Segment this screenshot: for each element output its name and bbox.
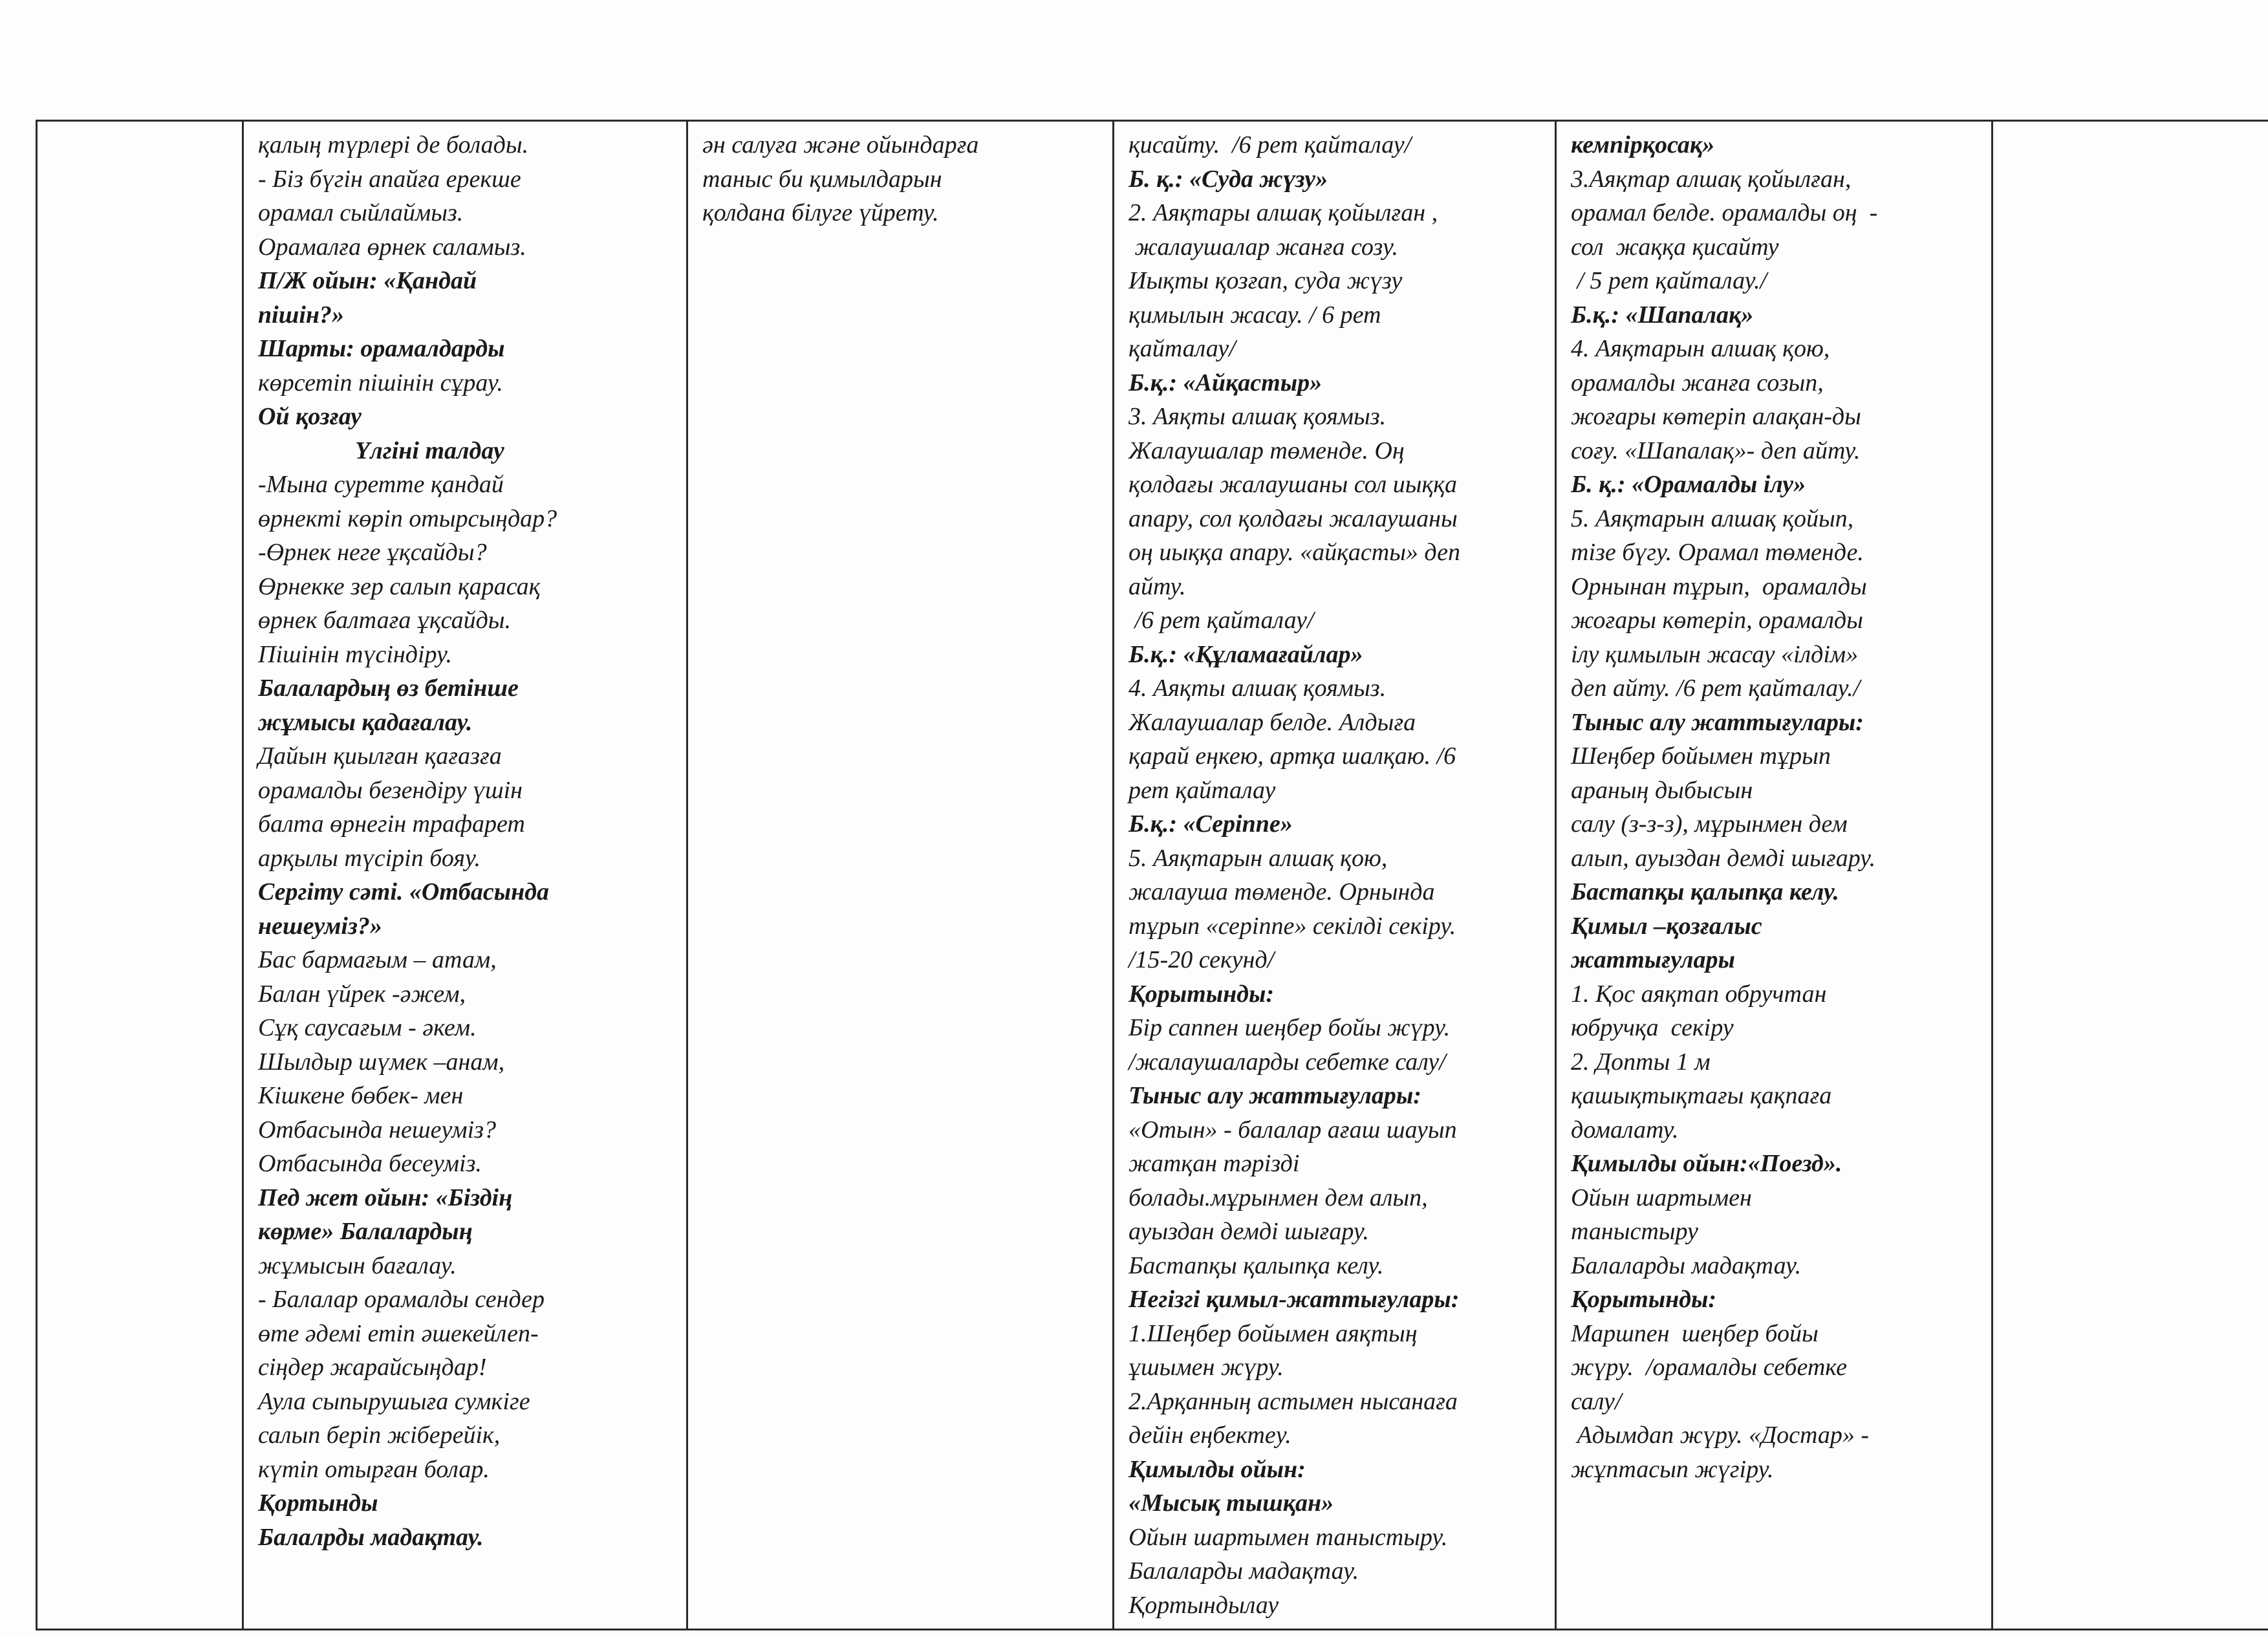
text-line: Қортынды (258, 1489, 378, 1517)
text-line: Қимылды ойын: (1129, 1455, 1306, 1483)
text-line: қашықтықтағы қақпаға (1571, 1082, 1832, 1109)
text-line: / 5 рет қайталау./ (1571, 267, 1767, 294)
text-line: - Балалар орамалды сендер (258, 1286, 545, 1313)
text-line: Б.қ.: «Айқастыр» (1129, 369, 1323, 396)
text-line: 2. Допты 1 м (1571, 1048, 1711, 1076)
text-line: қолдана білуге үйрету. (702, 199, 939, 226)
text-line: пішін?» (258, 301, 344, 329)
text-line: «Мысық тышқан» (1129, 1489, 1334, 1517)
text-line: Пішінін түсіндіру. (258, 640, 452, 668)
text-line: Б.қ.: «Шапалақ» (1571, 301, 1754, 329)
text-line: «Отын» - балалар ағаш шауып (1129, 1116, 1457, 1143)
text-line: ұшымен жүру. (1129, 1354, 1284, 1381)
text-line: 4. Аяқтарын алшақ қою, (1571, 335, 1830, 362)
text-line: Балаларды мадақтау. (1129, 1557, 1359, 1585)
text-line: нешеуміз?» (258, 912, 382, 940)
column-exercises (1114, 121, 1556, 1630)
text-line: Қимыл –қозғалыс (1571, 912, 1762, 940)
text-line: /15-20 секунд/ (1129, 946, 1275, 973)
text-line: -Өрнек неге ұқсайды? (258, 539, 487, 566)
column-objectives (687, 121, 1114, 1630)
text-line: орамал белде. орамалды оң - (1571, 199, 1878, 226)
text-line: 2. Аяқтары алшақ қойылған , (1129, 199, 1438, 226)
column-empty-right (1993, 121, 2268, 1630)
text-line: орамалды безендіру үшін (258, 776, 523, 804)
text-line: Шарты: орамалдарды (258, 335, 505, 362)
text-line: алып, ауыздан демді шығару. (1571, 844, 1876, 872)
text-line: жалаушалар жанға созу. (1129, 233, 1398, 261)
text-line: Маршпен шеңбер бойы (1571, 1319, 1819, 1347)
text-line: 1.Шеңбер бойымен аяқтың (1129, 1319, 1418, 1347)
text-line: ән салуға және ойындарға (702, 131, 979, 158)
text-line: Өрнекке зер салып қарасақ (258, 572, 541, 600)
text-line: дейін еңбектеу. (1129, 1422, 1291, 1449)
text-line: қимылын жасау. / 6 рет (1129, 301, 1381, 329)
table-row (37, 121, 2268, 1630)
text-line: Жалаушалар төменде. Оң (1129, 437, 1405, 464)
text-line: Орнынан тұрып, орамалды (1571, 572, 1867, 600)
text-line: 5. Аяқтарын алшақ қойып, (1571, 504, 1854, 532)
text-line: салу/ (1571, 1387, 1622, 1415)
text-line: 3. Аяқты алшақ қоямыз. (1129, 403, 1387, 430)
text-line: жалауша төменде. Орнында (1129, 878, 1435, 905)
text-line: деп айту. /6 рет қайталау./ (1571, 675, 1861, 702)
text-line: Отбасында бесеуміз. (258, 1150, 482, 1177)
column-lesson-steps (243, 121, 687, 1630)
text-line: орамалды жанға созып, (1571, 369, 1824, 396)
text-line: Балан үйрек -әжем, (258, 980, 466, 1008)
text-line: домалату. (1571, 1116, 1679, 1143)
text-line: Б. қ.: «Суда жүзу» (1129, 165, 1328, 193)
text-line: 3.Аяқтар алшақ қойылған, (1571, 165, 1852, 193)
text-line: Қорытынды: (1129, 980, 1275, 1008)
text-line: араның дыбысын (1571, 776, 1753, 804)
text-line: соғу. «Шапалақ»- деп айту. (1571, 437, 1861, 464)
text-line: Қортындылау (1129, 1591, 1279, 1619)
text-line: Шылдыр шүмек –анам, (258, 1048, 505, 1076)
text-line: жатқан тәрізді (1129, 1150, 1300, 1177)
text-line: салу (з-з-з), мұрынмен дем (1571, 810, 1848, 838)
text-line: болады.мұрынмен дем алып, (1129, 1184, 1428, 1211)
text-line: 5. Аяқтарын алшақ қою, (1129, 844, 1388, 872)
text-line: /6 рет қайталау/ (1129, 607, 1314, 634)
text-line: жоғары көтеріп алақан-ды (1571, 403, 1861, 430)
text-line: жаттығулары (1571, 946, 1735, 973)
text-line: Балалрды мадақтау. (258, 1523, 484, 1551)
column-exercises-continued (1556, 121, 1993, 1630)
text-line: қолдағы жалаушаны сол иыққа (1129, 471, 1458, 498)
text-line: өрнек балтаға ұқсайды. (258, 607, 512, 634)
text-line: Қорытынды: (1571, 1286, 1717, 1313)
text-line: балта өрнегін трафарет (258, 810, 525, 838)
text-line: салып беріп жіберейік, (258, 1422, 501, 1449)
text-line: -Мына суретте қандай (258, 471, 504, 498)
text-line: тұрып «серіппе» секілді секіру. (1129, 912, 1456, 940)
text-line: Негізгі қимыл-жаттығулары: (1129, 1286, 1460, 1313)
text-line: Бастапқы қалыпқа келу. (1129, 1251, 1384, 1279)
text-line: Ой қозғау (258, 403, 362, 430)
text-line: юбручқа секіру (1571, 1014, 1734, 1041)
text-line: Ойын шартымен (1571, 1184, 1752, 1211)
lesson-plan-table (36, 120, 2268, 1630)
text-line: орамал сыйлаймыз. (258, 199, 464, 226)
text-line: жоғары көтеріп, орамалды (1571, 607, 1863, 634)
text-line: Аула сыпырушыға сумкіге (258, 1387, 530, 1415)
text-line: Бастапқы қалыпқа келу. (1571, 878, 1839, 905)
text-line: тізе бүгу. Орамал төменде. (1571, 539, 1864, 566)
text-line: 2.Арқанның астымен нысанаға (1129, 1387, 1458, 1415)
text-line: Б.қ.: «Құламағайлар» (1129, 640, 1363, 668)
column-empty-left (37, 121, 243, 1630)
text-line: Үлгіні талдау (355, 437, 504, 464)
text-line: Адымдап жүру. «Достар» - (1571, 1422, 1870, 1449)
text-line: Пед жет ойын: «Біздің (258, 1184, 513, 1211)
text-line: Тыныс алу жаттығулары: (1129, 1082, 1421, 1109)
text-line: кемпірқосақ» (1571, 131, 1715, 158)
text-line: Тыныс алу жаттығулары: (1571, 708, 1864, 736)
text-line: көрсетіп пішінін сұрау. (258, 369, 503, 396)
text-line: жұмысы қадағалау. (258, 708, 473, 736)
text-line: 1. Қос аяқтап обручтан (1571, 980, 1827, 1008)
text-line: 4. Аяқты алшақ қоямыз. (1129, 675, 1387, 702)
text-line: апару, сол қолдағы жалаушаны (1129, 504, 1458, 532)
text-line: - Біз бүгін апайға ерекше (258, 165, 521, 193)
text-line: көрме» Балалардың (258, 1218, 473, 1245)
text-line: оң иыққа апару. «айқасты» деп (1129, 539, 1460, 566)
text-line: қалың түрлері де болады. (258, 131, 529, 158)
text-line: П/Ж ойын: «Қандай (258, 267, 477, 294)
text-line: Жалаушалар белде. Алдыға (1129, 708, 1416, 736)
text-line: Орамалға өрнек саламыз. (258, 233, 526, 261)
text-line: Шеңбер бойымен тұрып (1571, 742, 1831, 770)
text-line: Қимылды ойын:«Поезд». (1571, 1150, 1842, 1177)
text-line: Б. қ.: «Орамалды ілу» (1571, 471, 1806, 498)
text-line: ауыздан демді шығару. (1129, 1218, 1369, 1245)
text-line: өрнекті көріп отырсыңдар? (258, 504, 557, 532)
text-line: Кішкене бөбек- мен (258, 1082, 464, 1109)
text-line: сол жаққа қисайту (1571, 233, 1779, 261)
text-line: жүру. /орамалды себетке (1571, 1354, 1847, 1381)
text-line: ілу қимылын жасау «ілдім» (1571, 640, 1859, 668)
text-line: қайталау/ (1129, 335, 1236, 362)
text-line: өте әдемі етіп әшекейлеп- (258, 1319, 539, 1347)
text-line: Балаларды мадақтау. (1571, 1251, 1802, 1279)
text-line: жұптасып жүгіру. (1571, 1455, 1774, 1483)
text-line: Б.қ.: «Серіппе» (1129, 810, 1293, 838)
text-line: Балалардың өз бетінше (258, 675, 519, 702)
text-line: қисайту. /6 рет қайталау/ (1129, 131, 1412, 158)
text-line: Отбасында нешеуміз? (258, 1116, 496, 1143)
text-line: жұмысын бағалау. (258, 1251, 457, 1279)
text-line: Бір саппен шеңбер бойы жүру. (1129, 1014, 1451, 1041)
text-line: айту. (1129, 572, 1186, 600)
text-line: арқылы түсіріп бояу. (258, 844, 481, 872)
text-line: /жалаушаларды себетке салу/ (1129, 1048, 1446, 1076)
text-line: Сұқ саусағым - әкем. (258, 1014, 477, 1041)
text-line: таныстыру (1571, 1218, 1698, 1245)
text-line: Иықты қозғап, суда жүзу (1129, 267, 1403, 294)
text-line: сіңдер жарайсыңдар! (258, 1354, 487, 1381)
text-line: Сергіту сәті. «Отбасында (258, 878, 550, 905)
text-line: қарай еңкею, артқа шалқаю. /6 (1129, 742, 1456, 770)
text-line: Ойын шартымен таныстыру. (1129, 1523, 1448, 1551)
text-line: таныс би қимылдарын (702, 165, 942, 193)
text-line: рет қайталау (1129, 776, 1276, 804)
text-line: күтіп отырған болар. (258, 1455, 490, 1483)
text-line: Дайын қиылған қағазға (258, 742, 502, 770)
text-line: Бас бармағым – атам, (258, 946, 497, 973)
